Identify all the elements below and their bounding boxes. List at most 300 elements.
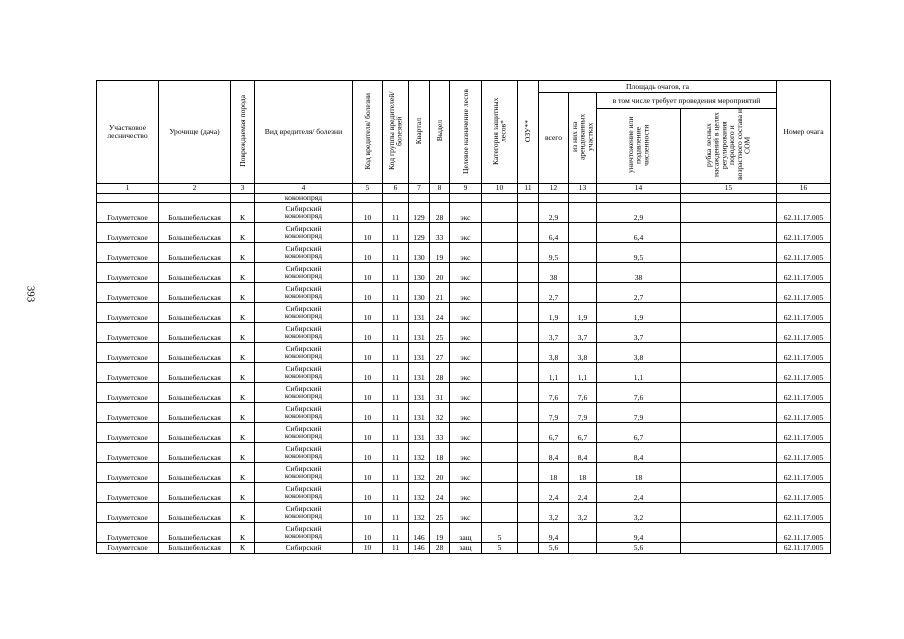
ozu-cell <box>518 382 539 402</box>
leased-area-cell: 1,9 <box>569 302 597 322</box>
group-code-cell: 11 <box>383 362 409 382</box>
forestry-cell: Голуметское <box>97 202 159 222</box>
felling-area-cell <box>681 342 777 362</box>
species-cell: К <box>231 542 255 553</box>
category-cell <box>482 262 518 282</box>
pest-name-line2: коконопряд <box>284 491 323 501</box>
total-area-cell: 9,5 <box>539 242 569 262</box>
focus-number-cell: 62.11.17.005 <box>777 322 831 342</box>
group-code-cell: 11 <box>383 222 409 242</box>
forestry-cell: Голуметское <box>97 242 159 262</box>
species-cell: К <box>231 522 255 542</box>
leased-area-cell: 3,7 <box>569 322 597 342</box>
focus-number-cell: 62.11.17.005 <box>777 462 831 482</box>
tract-cell: Большебельская <box>159 402 231 422</box>
carry-over-text: коконопряд <box>255 193 353 202</box>
focus-number-cell: 62.11.17.005 <box>777 482 831 502</box>
pest-cell <box>255 402 353 422</box>
pest-code-cell: 10 <box>353 422 383 442</box>
total-area-cell: 1,9 <box>539 302 569 322</box>
suppression-area-cell: 38 <box>597 262 681 282</box>
focus-number-cell: 62.11.17.005 <box>777 442 831 462</box>
felling-area-cell <box>681 322 777 342</box>
pest-cell <box>255 222 353 242</box>
col-number: 5 <box>353 183 383 193</box>
plot-cell: 27 <box>430 342 450 362</box>
pest-cell <box>255 542 353 553</box>
group-code-cell: 11 <box>383 542 409 553</box>
col-number: 9 <box>450 183 482 193</box>
quarter-cell: 131 <box>409 322 430 342</box>
quarter-cell: 131 <box>409 402 430 422</box>
pest-name-line2: коконопряд <box>284 251 323 261</box>
purpose-cell: экс <box>450 242 482 262</box>
header-plot-text: Выдел <box>434 120 444 142</box>
felling-area-cell <box>681 242 777 262</box>
species-cell: К <box>231 202 255 222</box>
forestry-cell: Голуметское <box>97 482 159 502</box>
species-cell: К <box>231 222 255 242</box>
plot-cell: 18 <box>430 442 450 462</box>
pest-code-cell: 10 <box>353 242 383 262</box>
quarter-cell: 129 <box>409 222 430 242</box>
header-pest: Вид вредителя/ болезни <box>255 81 353 184</box>
tract-cell: Большебельская <box>159 302 231 322</box>
total-area-cell: 8,4 <box>539 442 569 462</box>
table-row <box>97 502 831 522</box>
total-area-cell: 2,7 <box>539 282 569 302</box>
plot-cell: 19 <box>430 242 450 262</box>
leased-area-cell: 7,6 <box>569 382 597 402</box>
focus-number-cell: 62.11.17.005 <box>777 282 831 302</box>
ozu-cell <box>518 202 539 222</box>
category-cell <box>482 482 518 502</box>
suppression-area-cell: 2,7 <box>597 282 681 302</box>
col-number: 14 <box>597 183 681 193</box>
suppression-area-cell: 3,2 <box>597 502 681 522</box>
pest-cell <box>255 242 353 262</box>
leased-area-cell: 7,9 <box>569 402 597 422</box>
total-area-cell: 3,8 <box>539 342 569 362</box>
ozu-cell <box>518 402 539 422</box>
pest-name-line2: коконопряд <box>284 411 323 421</box>
category-cell <box>482 462 518 482</box>
species-cell: К <box>231 242 255 262</box>
quarter-cell: 132 <box>409 462 430 482</box>
table-row <box>97 382 831 402</box>
leased-area-cell <box>569 282 597 302</box>
ozu-cell <box>518 502 539 522</box>
plot-cell: 20 <box>430 262 450 282</box>
total-area-cell: 18 <box>539 462 569 482</box>
forestry-cell: Голуметское <box>97 362 159 382</box>
pest-name-line1: Сибирский <box>285 303 322 313</box>
col-number: 10 <box>482 183 518 193</box>
group-code-cell: 11 <box>383 322 409 342</box>
pest-name-line2: коконопряд <box>284 271 323 281</box>
group-code-cell: 11 <box>383 402 409 422</box>
species-cell: К <box>231 282 255 302</box>
category-cell <box>482 382 518 402</box>
species-cell: К <box>231 262 255 282</box>
col-number: 12 <box>539 183 569 193</box>
header-forestry: Участковое лесничество <box>97 81 159 184</box>
pest-code-cell: 10 <box>353 522 383 542</box>
header-group-code <box>383 81 409 184</box>
quarter-cell: 132 <box>409 502 430 522</box>
category-cell: 5 <box>482 542 518 553</box>
ozu-cell <box>518 442 539 462</box>
focus-number-cell: 62.11.17.005 <box>777 382 831 402</box>
tract-cell: Большебельская <box>159 322 231 342</box>
table-row <box>97 202 831 222</box>
pest-code-cell: 10 <box>353 542 383 553</box>
total-area-cell: 2,4 <box>539 482 569 502</box>
pest-name-line1: Сибирский <box>285 523 322 533</box>
ozu-cell <box>518 542 539 553</box>
col-number: 6 <box>383 183 409 193</box>
total-area-cell: 3,2 <box>539 502 569 522</box>
pest-cell <box>255 522 353 542</box>
felling-area-cell <box>681 382 777 402</box>
ozu-cell <box>518 282 539 302</box>
header-plot <box>430 81 450 184</box>
col-number: 7 <box>409 183 430 193</box>
table-header <box>97 81 831 194</box>
table-row <box>97 362 831 382</box>
header-species-text: Повреждаемая порода <box>237 95 247 167</box>
header-total: всего <box>539 93 569 184</box>
suppression-area-cell: 8,4 <box>597 442 681 462</box>
tract-cell: Большебельская <box>159 242 231 262</box>
plot-cell: 24 <box>430 302 450 322</box>
pest-cell <box>255 502 353 522</box>
header-ozu <box>518 81 539 184</box>
group-code-cell: 11 <box>383 502 409 522</box>
felling-area-cell <box>681 362 777 382</box>
suppression-area-cell: 1,1 <box>597 362 681 382</box>
focus-number-cell: 62.11.17.005 <box>777 422 831 442</box>
tract-cell: Большебельская <box>159 422 231 442</box>
pest-cell <box>255 302 353 322</box>
forestry-cell: Голуметское <box>97 442 159 462</box>
col-number: 3 <box>231 183 255 193</box>
pest-name-line2: коконопряд <box>284 391 323 401</box>
category-cell <box>482 302 518 322</box>
pest-code-cell: 10 <box>353 282 383 302</box>
header-purpose <box>450 81 482 184</box>
table-row <box>97 262 831 282</box>
pest-name-line2: коконопряд <box>284 311 323 321</box>
spacer-row <box>97 193 831 202</box>
leased-area-cell <box>569 262 597 282</box>
suppression-area-cell: 5,6 <box>597 542 681 553</box>
category-cell <box>482 322 518 342</box>
focus-number-cell: 62.11.17.005 <box>777 362 831 382</box>
leased-area-cell: 3,8 <box>569 342 597 362</box>
forestry-cell: Голуметское <box>97 222 159 242</box>
category-cell <box>482 202 518 222</box>
quarter-cell: 131 <box>409 422 430 442</box>
felling-area-cell <box>681 262 777 282</box>
tract-cell: Большебельская <box>159 482 231 502</box>
pest-code-cell: 10 <box>353 442 383 462</box>
group-code-cell: 11 <box>383 442 409 462</box>
pest-name-line2: коконопряд <box>284 351 323 361</box>
total-area-cell: 6,4 <box>539 222 569 242</box>
document-table-wrapper <box>96 80 831 554</box>
tract-cell: Большебельская <box>159 362 231 382</box>
forestry-cell: Голуметское <box>97 422 159 442</box>
felling-area-cell <box>681 222 777 242</box>
plot-cell: 19 <box>430 522 450 542</box>
pest-name-line2: коконопряд <box>284 471 323 481</box>
category-cell <box>482 342 518 362</box>
species-cell: К <box>231 482 255 502</box>
leased-area-cell: 3,2 <box>569 502 597 522</box>
forestry-cell: Голуметское <box>97 522 159 542</box>
pest-code-cell: 10 <box>353 482 383 502</box>
pest-name-line2: коконопряд <box>284 291 323 301</box>
pest-cell <box>255 342 353 362</box>
header-felling-text: рубка лесных насаждений в целях регулирования породного и возрастного состава и СОМ <box>704 109 752 181</box>
leased-area-cell: 18 <box>569 462 597 482</box>
pest-name-line1: Сибирский <box>285 423 322 433</box>
quarter-cell: 129 <box>409 202 430 222</box>
purpose-cell: экс <box>450 462 482 482</box>
header-purpose-text: Целевое назначение лесов <box>460 88 470 174</box>
col-number: 8 <box>430 183 450 193</box>
species-cell: К <box>231 402 255 422</box>
focus-number-cell: 62.11.17.005 <box>777 202 831 222</box>
header-species <box>231 81 255 184</box>
header-focus-number: Номер очага <box>777 81 831 184</box>
table-row <box>97 402 831 422</box>
col-number: 2 <box>159 183 231 193</box>
pest-code-cell: 10 <box>353 402 383 422</box>
table-row <box>97 542 831 553</box>
ozu-cell <box>518 462 539 482</box>
felling-area-cell <box>681 202 777 222</box>
pest-name-line1: Сибирский <box>285 503 322 513</box>
pest-name-line1: Сибирский <box>285 323 322 333</box>
table-row <box>97 322 831 342</box>
pest-name-line2: коконопряд <box>284 451 323 461</box>
tract-cell: Большебельская <box>159 502 231 522</box>
focus-number-cell: 62.11.17.005 <box>777 262 831 282</box>
pest-cell <box>255 382 353 402</box>
forestry-cell: Голуметское <box>97 262 159 282</box>
header-felling <box>681 109 777 184</box>
species-cell: К <box>231 502 255 522</box>
category-cell <box>482 222 518 242</box>
suppression-area-cell: 7,9 <box>597 402 681 422</box>
suppression-area-cell: 2,4 <box>597 482 681 502</box>
table-row <box>97 302 831 322</box>
group-code-cell: 11 <box>383 422 409 442</box>
pest-name-line2: коконопряд <box>284 511 323 521</box>
species-cell: К <box>231 442 255 462</box>
pest-name-line1: Сибирский <box>285 483 322 493</box>
purpose-cell: экс <box>450 342 482 362</box>
plot-cell: 21 <box>430 282 450 302</box>
purpose-cell: экс <box>450 382 482 402</box>
pest-name-line1: Сибирский <box>285 243 322 253</box>
purpose-cell: экс <box>450 402 482 422</box>
group-code-cell: 11 <box>383 282 409 302</box>
total-area-cell: 6,7 <box>539 422 569 442</box>
plot-cell: 32 <box>430 402 450 422</box>
pest-code-cell: 10 <box>353 262 383 282</box>
quarter-cell: 132 <box>409 442 430 462</box>
group-code-cell: 11 <box>383 342 409 362</box>
forestry-cell: Голуметское <box>97 502 159 522</box>
pest-name-line1: Сибирский <box>285 363 322 373</box>
species-cell: К <box>231 382 255 402</box>
pest-name-line1: Сибирский <box>285 542 322 552</box>
purpose-cell: экс <box>450 442 482 462</box>
pest-code-cell: 10 <box>353 302 383 322</box>
header-category <box>482 81 518 184</box>
table-row <box>97 242 831 262</box>
purpose-cell: экс <box>450 262 482 282</box>
pest-name-line1: Сибирский <box>285 383 322 393</box>
col-number: 16 <box>777 183 831 193</box>
table-row <box>97 422 831 442</box>
focus-number-cell: 62.11.17.005 <box>777 502 831 522</box>
col-number: 15 <box>681 183 777 193</box>
leased-area-cell <box>569 542 597 553</box>
quarter-cell: 146 <box>409 542 430 553</box>
quarter-cell: 130 <box>409 242 430 262</box>
pest-code-cell: 10 <box>353 462 383 482</box>
focus-number-cell: 62.11.17.005 <box>777 402 831 422</box>
category-cell <box>482 422 518 442</box>
category-cell: 5 <box>482 522 518 542</box>
suppression-area-cell: 3,7 <box>597 322 681 342</box>
table-row <box>97 342 831 362</box>
col-number: 4 <box>255 183 353 193</box>
forestry-cell: Голуметское <box>97 382 159 402</box>
leased-area-cell: 6,7 <box>569 422 597 442</box>
quarter-cell: 131 <box>409 302 430 322</box>
pest-name-line2: коконопряд <box>284 331 323 341</box>
suppression-area-cell: 6,4 <box>597 222 681 242</box>
header-leased <box>569 93 597 184</box>
pest-name-line1: Сибирский <box>285 343 322 353</box>
focus-number-cell: 62.11.17.005 <box>777 542 831 553</box>
purpose-cell: экс <box>450 502 482 522</box>
pest-cell <box>255 362 353 382</box>
plot-cell: 25 <box>430 502 450 522</box>
total-area-cell: 3,7 <box>539 322 569 342</box>
pest-name-line1: Сибирский <box>285 283 322 293</box>
species-cell: К <box>231 362 255 382</box>
suppression-area-cell: 6,7 <box>597 422 681 442</box>
column-number-row <box>97 183 831 193</box>
pest-code-cell: 10 <box>353 362 383 382</box>
felling-area-cell <box>681 422 777 442</box>
header-quarter-text: Квартал <box>414 117 424 145</box>
quarter-cell: 130 <box>409 262 430 282</box>
pest-name-line2: коконопряд <box>284 231 323 241</box>
purpose-cell: экс <box>450 202 482 222</box>
group-code-cell: 11 <box>383 262 409 282</box>
table-row <box>97 222 831 242</box>
species-cell: К <box>231 322 255 342</box>
group-code-cell: 11 <box>383 202 409 222</box>
species-cell: К <box>231 342 255 362</box>
leased-area-cell: 8,4 <box>569 442 597 462</box>
total-area-cell: 9,4 <box>539 522 569 542</box>
tract-cell: Большебельская <box>159 222 231 242</box>
header-suppression <box>597 109 681 184</box>
pest-cell <box>255 422 353 442</box>
ozu-cell <box>518 222 539 242</box>
group-code-cell: 11 <box>383 242 409 262</box>
pest-cell <box>255 202 353 222</box>
purpose-cell: защ <box>450 522 482 542</box>
pest-name-line1: Сибирский <box>285 463 322 473</box>
felling-area-cell <box>681 462 777 482</box>
table-row <box>97 442 831 462</box>
plot-cell: 24 <box>430 482 450 502</box>
category-cell <box>482 402 518 422</box>
pest-name-line1: Сибирский <box>285 203 322 213</box>
forestry-cell: Голуметское <box>97 282 159 302</box>
ozu-cell <box>518 422 539 442</box>
tract-cell: Большебельская <box>159 542 231 553</box>
plot-cell: 33 <box>430 422 450 442</box>
purpose-cell: экс <box>450 302 482 322</box>
group-code-cell: 11 <box>383 462 409 482</box>
header-quarter <box>409 81 430 184</box>
pest-code-cell: 10 <box>353 382 383 402</box>
col-number: 13 <box>569 183 597 193</box>
header-category-text: Категория защитных лесов* <box>490 97 508 165</box>
pest-name-line1: Сибирский <box>285 443 322 453</box>
ozu-cell <box>518 302 539 322</box>
ozu-cell <box>518 322 539 342</box>
leased-area-cell <box>569 222 597 242</box>
tract-cell: Большебельская <box>159 462 231 482</box>
felling-area-cell <box>681 402 777 422</box>
quarter-cell: 130 <box>409 282 430 302</box>
leased-area-cell <box>569 522 597 542</box>
purpose-cell: защ <box>450 542 482 553</box>
felling-area-cell <box>681 282 777 302</box>
pest-cell <box>255 462 353 482</box>
ozu-cell <box>518 362 539 382</box>
pest-cell <box>255 482 353 502</box>
header-pest-code <box>353 81 383 184</box>
felling-area-cell <box>681 502 777 522</box>
col-number: 1 <box>97 183 159 193</box>
pest-name-line2: коконопряд <box>284 431 323 441</box>
suppression-area-cell: 18 <box>597 462 681 482</box>
group-code-cell: 11 <box>383 522 409 542</box>
total-area-cell: 1,1 <box>539 362 569 382</box>
group-code-cell: 11 <box>383 382 409 402</box>
plot-cell: 25 <box>430 322 450 342</box>
total-area-cell: 7,9 <box>539 402 569 422</box>
table-body <box>97 193 831 553</box>
forestry-cell: Голуметское <box>97 462 159 482</box>
leased-area-cell: 1,1 <box>569 362 597 382</box>
tract-cell: Большебельская <box>159 382 231 402</box>
group-code-cell: 11 <box>383 482 409 502</box>
pest-foci-table <box>96 80 831 554</box>
